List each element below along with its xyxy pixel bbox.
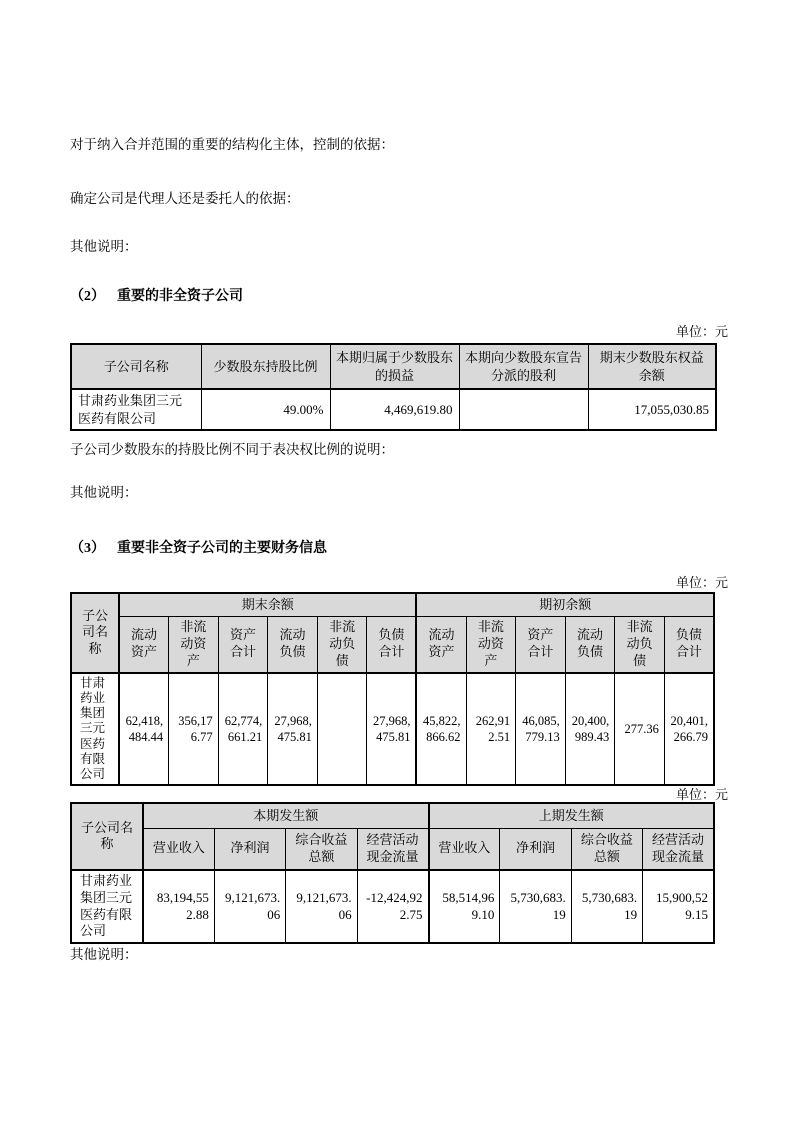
unit-label-2: 单位：元 (675, 575, 728, 590)
table3-group-header-row (71, 803, 714, 829)
table2-header-ending-total-liabilities: 负债合计 (367, 617, 417, 673)
table3-header-previous-operating-cashflow: 经营活动现金流量 (643, 829, 714, 870)
table3-header-current-comprehensive-income: 综合收益总额 (286, 829, 357, 870)
table1-cell-subsidiary-name: 甘肃药业集团三元医药有限公司 (71, 389, 201, 430)
table-income-wrap (70, 802, 728, 944)
section-number: （2） (70, 289, 105, 304)
table1-header-minority-ratio: 少数股东持股比例 (201, 344, 330, 389)
table2-header-beginning-total-assets: 资产合计 (516, 617, 566, 673)
paragraph-agent-principal: 确定公司是代理人还是委托人的依据： (70, 190, 300, 206)
table2-cell-ending-current-liabilities: 27,968,475.81 (268, 673, 318, 786)
paragraph-other-notes-3: 其他说明： (70, 946, 138, 962)
table3-cell-current-net-profit: 9,121,673.06 (214, 870, 285, 944)
table2-header-ending-current-assets: 流动资产 (119, 617, 169, 673)
unit-label-3: 单位：元 (675, 787, 728, 802)
table3-header-previous-revenue: 营业收入 (429, 829, 500, 870)
section-title: 重要的非全资子公司 (117, 289, 243, 304)
table2-group-header-row (71, 593, 714, 617)
table1-header-minority-profit: 本期归属于少数股东的损益 (330, 344, 459, 389)
table2-cell-beginning-noncurrent-liabilities: 277.36 (615, 673, 665, 786)
table3-cell-previous-net-profit: 5,730,683.19 (500, 870, 571, 944)
table2-cell-beginning-total-liabilities: 20,401,266.79 (664, 673, 714, 786)
table2-cell-beginning-current-liabilities: 20,400,989.43 (565, 673, 615, 786)
table3-cell-current-revenue: 83,194,552.88 (143, 870, 214, 944)
table2-cell-ending-total-liabilities: 27,968,475.81 (367, 673, 417, 786)
table2-cell-ending-noncurrent-liabilities (317, 673, 367, 786)
section-heading-2 (70, 285, 728, 305)
table2-cell-ending-total-assets: 62,774,661.21 (218, 673, 268, 786)
table3-cell-previous-revenue: 58,514,969.10 (429, 870, 500, 944)
table2-header-ending-current-liabilities: 流动负债 (268, 617, 318, 673)
table-subsidiary-balance (70, 592, 715, 786)
table3-header-previous-comprehensive-income: 综合收益总额 (571, 829, 642, 870)
table2-sub-header-row (71, 617, 714, 673)
section-number: （3） (70, 541, 105, 556)
table-minority-subsidiaries-wrap (70, 343, 728, 431)
unit-label-1: 单位：元 (675, 324, 728, 339)
table3-cell-previous-operating-cashflow: 15,900,529.15 (643, 870, 714, 944)
table3-cell-current-operating-cashflow: -12,424,922.75 (357, 870, 428, 944)
table3-sub-header-row (71, 829, 714, 870)
table3-group-current-period: 本期发生额 (143, 803, 429, 829)
table1-cell-declared-dividends (459, 389, 588, 430)
table2-header-ending-noncurrent-liabilities: 非流动负债 (317, 617, 367, 673)
table2-cell-beginning-noncurrent-assets: 262,912.51 (466, 673, 516, 786)
table2-cell-ending-noncurrent-assets: 356,176.77 (169, 673, 219, 786)
table-subsidiary-income (70, 802, 715, 944)
table2-header-beginning-noncurrent-assets: 非流动资产 (466, 617, 516, 673)
table3-header-previous-net-profit: 净利润 (500, 829, 571, 870)
table2-group-beginning-balance: 期初余额 (416, 593, 714, 617)
table1-header-declared-dividends: 本期向少数股东宣告分派的股利 (459, 344, 588, 389)
table-balance-sheet-wrap (70, 592, 728, 786)
table2-cell-beginning-total-assets: 46,085,779.13 (516, 673, 566, 786)
table3-header-subsidiary-name: 子公司名称 (71, 803, 143, 870)
table2-header-beginning-current-assets: 流动资产 (416, 617, 466, 673)
table1-cell-minority-profit: 4,469,619.80 (330, 389, 459, 430)
table3-header-current-revenue: 营业收入 (143, 829, 214, 870)
table3-cell-subsidiary-name: 甘肃药业集团三元医药有限公司 (71, 870, 143, 944)
table2-cell-subsidiary-name: 甘肃药业集团三元医药有限公司 (71, 673, 119, 786)
table2-header-ending-total-assets: 资产合计 (218, 617, 268, 673)
table2-cell-beginning-current-assets: 45,822,866.62 (416, 673, 466, 786)
table1-cell-ending-equity: 17,055,030.85 (588, 389, 716, 430)
table2-cell-ending-current-assets: 62,418,484.44 (119, 673, 169, 786)
table3-cell-current-comprehensive-income: 9,121,673.06 (286, 870, 357, 944)
table2-group-ending-balance: 期末余额 (119, 593, 416, 617)
table2-data-row (71, 673, 714, 786)
paragraph-other-notes-2: 其他说明： (70, 484, 138, 500)
table2-header-ending-noncurrent-assets: 非流动资产 (169, 617, 219, 673)
paragraph-other-notes-1: 其他说明： (70, 238, 138, 254)
table1-header-subsidiary-name: 子公司名称 (71, 344, 201, 389)
table3-data-row (71, 870, 714, 944)
table2-header-beginning-total-liabilities: 负债合计 (664, 617, 714, 673)
table2-header-beginning-noncurrent-liabilities: 非流动负债 (615, 617, 665, 673)
table2-header-subsidiary-name: 子公司名称 (71, 593, 119, 673)
table-minority-subsidiaries (70, 343, 717, 431)
table3-header-current-operating-cashflow: 经营活动现金流量 (357, 829, 428, 870)
table1-data-row (71, 389, 716, 430)
paragraph-voting-ratio-note: 子公司少数股东的持股比例不同于表决权比例的说明： (70, 441, 394, 457)
table3-cell-previous-comprehensive-income: 5,730,683.19 (571, 870, 642, 944)
table1-header-row (71, 344, 716, 389)
table2-header-beginning-current-liabilities: 流动负债 (565, 617, 615, 673)
section-title: 重要非全资子公司的主要财务信息 (117, 541, 327, 556)
table3-header-current-net-profit: 净利润 (214, 829, 285, 870)
section-heading-3 (70, 537, 728, 557)
table1-header-ending-equity: 期末少数股东权益余额 (588, 344, 716, 389)
table1-cell-minority-ratio: 49.00% (201, 389, 330, 430)
paragraph-structured-entities: 对于纳入合并范围的重要的结构化主体，控制的依据： (70, 136, 394, 152)
table3-group-previous-period: 上期发生额 (429, 803, 715, 829)
